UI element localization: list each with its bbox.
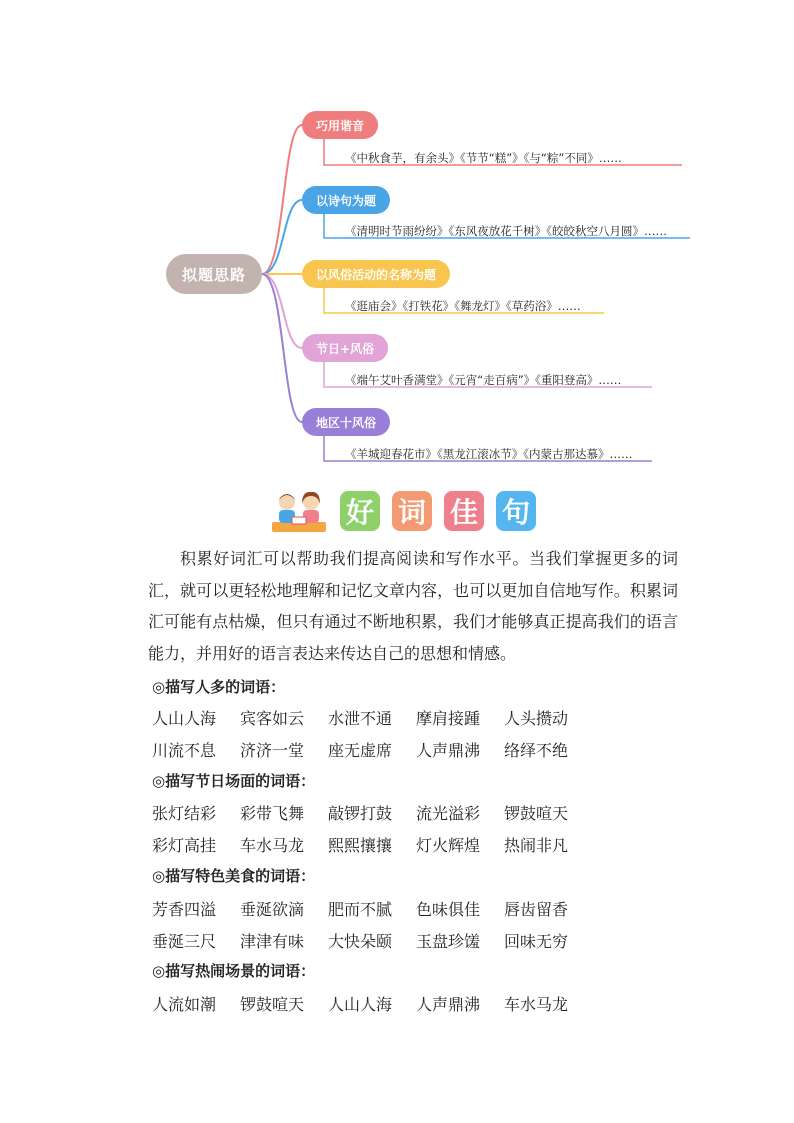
word: 垂涎三尺 <box>152 932 217 951</box>
word: 宾客如云 <box>240 709 305 728</box>
branch-pill-region-custom: 地区十风俗 <box>302 408 390 436</box>
word: 彩带飞舞 <box>240 804 305 823</box>
mindmap-connectors <box>0 0 794 480</box>
title-char-ci: 词 <box>392 491 432 531</box>
word: 人声鼎沸 <box>416 741 481 760</box>
word-row <box>152 738 592 761</box>
word: 熙熙攘攘 <box>328 836 393 855</box>
word: 津津有味 <box>240 932 305 951</box>
title-char-jia: 佳 <box>444 491 484 531</box>
word-row <box>152 706 592 729</box>
word-row <box>152 833 592 856</box>
students-reading-icon <box>270 488 328 534</box>
section-heading-lively-scenes: ◎描写热闹场景的词语： <box>152 962 316 980</box>
title-char-ju: 句 <box>496 491 536 531</box>
word: 回味无穷 <box>504 932 569 951</box>
section-heading-crowds: ◎描写人多的词语： <box>152 678 286 696</box>
word: 车水马龙 <box>240 836 305 855</box>
word: 座无虚席 <box>328 741 393 760</box>
word-row <box>152 897 592 920</box>
branch-leaf-homophone: 《中秋食芋，有余头》《节节“糕”》《与“粽”不同》…… <box>345 151 622 165</box>
word: 肥而不腻 <box>328 900 393 919</box>
branch-pill-festival-custom: 节日+风俗 <box>302 334 388 362</box>
branch-leaf-poem: 《清明时节雨纷纷》《东风夜放花千树》《皎皎秋空八月圆》…… <box>345 224 667 238</box>
word: 芳香四溢 <box>152 900 217 919</box>
branch-leaf-custom-name: 《逛庙会》《打铁花》《舞龙灯》《草药浴》…… <box>345 299 581 313</box>
intro-paragraph: 积累好词汇可以帮助我们提高阅读和写作水平。当我们掌握更多的词汇，就可以更轻松地理解和记忆文章内容，也可以更加自信地写作。积累词汇可能有点枯燥，但只有通过不断地积累，我们才能够真正提高我们的语言能力，并用好的语言表达来传达自己的思想和情感。 <box>148 549 678 663</box>
word: 济济一堂 <box>240 741 305 760</box>
section-heading-food: ◎描写特色美食的词语： <box>152 867 316 885</box>
word: 热闹非凡 <box>504 836 569 855</box>
word: 人头攒动 <box>504 709 569 728</box>
word: 彩灯高挂 <box>152 836 217 855</box>
word-row <box>152 801 592 824</box>
word: 川流不息 <box>152 741 217 760</box>
word: 水泄不通 <box>328 709 393 728</box>
title-char-hao: 好 <box>340 491 380 531</box>
word: 色味俱佳 <box>416 900 481 919</box>
branch-pill-poem: 以诗句为题 <box>302 186 390 214</box>
mindmap-root: 拟题思路 <box>166 254 262 294</box>
word: 唇齿留香 <box>504 900 569 919</box>
word: 人山人海 <box>328 995 393 1014</box>
word: 垂涎欲滴 <box>240 900 305 919</box>
word: 车水马龙 <box>504 995 569 1014</box>
word: 张灯结彩 <box>152 804 217 823</box>
word-row <box>152 929 592 952</box>
word: 敲锣打鼓 <box>328 804 393 823</box>
branch-leaf-region-custom: 《羊城迎春花市》《黑龙江滚冰节》《内蒙古那达慕》…… <box>345 447 633 461</box>
word: 玉盘珍馐 <box>416 932 481 951</box>
section-title <box>270 488 548 534</box>
word: 人流如潮 <box>152 995 217 1014</box>
word: 人声鼎沸 <box>416 995 481 1014</box>
word: 锣鼓喧天 <box>240 995 305 1014</box>
branch-leaf-festival-custom: 《端午艾叶香满堂》《元宵“走百病”》《重阳登高》…… <box>345 373 622 387</box>
word: 人山人海 <box>152 709 217 728</box>
word: 锣鼓喧天 <box>504 804 569 823</box>
word: 络绎不绝 <box>504 741 569 760</box>
branch-pill-homophone: 巧用谐音 <box>302 111 378 139</box>
word: 摩肩接踵 <box>416 709 481 728</box>
word-row <box>152 992 592 1015</box>
word: 流光溢彩 <box>416 804 481 823</box>
word: 灯火辉煌 <box>416 836 481 855</box>
section-heading-festival-scenes: ◎描写节日场面的词语： <box>152 772 316 790</box>
branch-pill-custom-name: 以风俗活动的名称为题 <box>302 260 450 288</box>
word: 大快朵颐 <box>328 932 393 951</box>
